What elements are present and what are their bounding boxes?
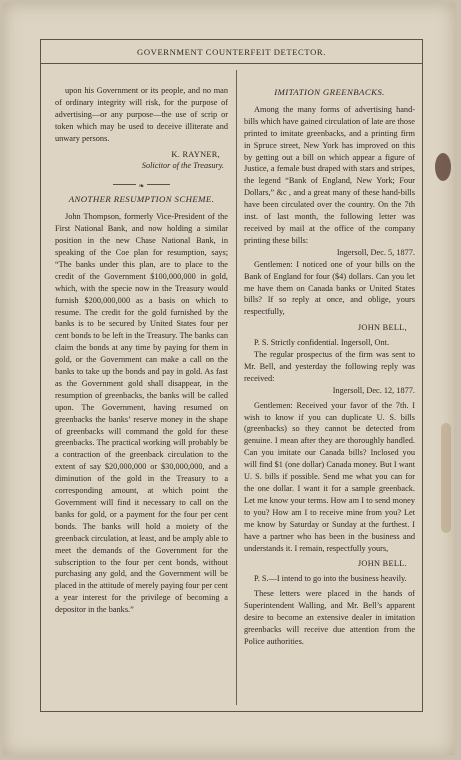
letter-signature: JOHN BELL, <box>357 323 407 333</box>
postscript: P. S. Strictly confidential. Ingersoll, Ont. <box>254 338 390 348</box>
article-paragraph: John Thompson, formerly Vice-President of the First National Bank, and now holding a similar position in the new Chase National Bank, in speaking of the Coe plan for resumption, says; “The banks under this plan, are to place to the credit of the Government $100,000,000 in gold, which, with the specie now in the Treasury would furnish $200,000,000 as a basis on which to resume. The credit for the gold furnished by the banks is to be secured by United States four per cent bonds to be left in the Treasury. The banks can claim the bonds at any time by paying for them in gold, or the Government can make a call on the banks to take up the bonds and pay in gold. As fast as the Government gold shall disappear, in the resumption of greenbacks, the banks will be called upon. The Government, having resumed on greenbacks the banks’ reserve money in the shape of greenbacks will command the gold for these greenbacks. The practical working will probably be a contraction of the greenback circulation to the extent of say $20,000,000 or $30,000,000, and a diminution of the gold in the Treasury to a corresponding amount, at which point the Government will find it necessary to call on the banks for gold, or a payment for the four per cent bonds. The banks will hold a moiety of the greenback circulation, at least, and be amply able to meet the demands of the Government for the subscription to the four per cent bonds, without purchasing any gold, and the Government will be placed in the attitude of merely paying four per cent a year interest for the privilege of becoming a depositor in the banks.” <box>55 212 228 615</box>
continued-paragraph: upon his Government or its people, and no man of ordinary integrity will risk, for the purpose of advertising—or any purpose—the use of scrip or token which may be used to deceive illiterate and unwary persons. <box>55 86 228 143</box>
closing-paragraph: These letters were placed in the hands of Superintendent Walling, and Mr. Bell’s apparent desire to become an extensive dealer in imitation greenbacks will receive due attention from the Police authorities. <box>244 589 415 646</box>
letter-place-date: Ingersoll, Dec. 5, 1877. <box>336 247 415 257</box>
paper-stain <box>435 153 451 181</box>
header-rule <box>41 63 422 64</box>
ornament-glyph: ❧ <box>136 182 148 190</box>
letter-body: Gentlemen: I noticed one of your bills on the Bank of England for four ($4) dollars. Can you let me have them on Canada banks or United States bills? If so reply at once, and oblige, yours respectfully, <box>244 259 415 317</box>
reply-intro: The regular prospectus of the firm was sent to Mr. Bell, and yesterday the following reply was received: <box>244 350 415 383</box>
signature-title: Solicitor of the Treasury. <box>141 161 224 171</box>
page-sheet <box>3 3 455 755</box>
letter-place-date: Ingersoll, Dec. 12, 1877. <box>332 385 415 395</box>
section-ornament <box>55 180 228 191</box>
section-title-resumption: ANOTHER RESUMPTION SCHEME. <box>68 194 215 205</box>
column-divider <box>236 70 237 705</box>
intro-paragraph: Among the many forms of advertising hand-bills which have gained circulation of late are those printed to imitate greenbacks, and a printing firm in Spruce street, New York has improved on this by getting out a bill on which appear a figure of Justice, a female bust draped with stars and stripes, the legend “Bank of England, New York; Four Dollars,” &c , and a great many of these hand-bills have been circulated over the country. On the 7th inst. of last month, the following letter was received by mail at the office of the company printing these bills: <box>244 104 415 245</box>
letter-body: Gentlemen: Received your favor of the 7th. I wish to know if you can duplicate U. S. bills (greenbacks) so they cannot be detected from genuine. I mean after they are thoroughly handled. Can you imitate our Canada bills? Inclosed you will find $1 (one dollar) Canada money. But I want U. S. bills if possible. Send me what you can for the one dollar. I want it for a sample greenback. Let me know your terms. How am I to send money to you? How am I to receive mine from you? Let me know by Saturday or Sunday at the furthest. I have a partner who has been in the business and understands it. I remain, respectfully yours, <box>244 400 415 553</box>
paper-stain <box>441 423 451 533</box>
right-column <box>244 85 415 648</box>
letter-signature: JOHN BELL. <box>357 559 407 569</box>
section-title-greenbacks: IMITATION GREENBACKS. <box>274 87 385 97</box>
left-column <box>55 85 228 616</box>
signature-name: K. RAYNER, <box>171 149 220 159</box>
running-header: GOVERNMENT COUNTERFEIT DETECTOR. <box>137 47 326 57</box>
page-frame <box>40 39 423 712</box>
postscript: P. S.—I intend to go into the business heavily. <box>254 574 407 584</box>
